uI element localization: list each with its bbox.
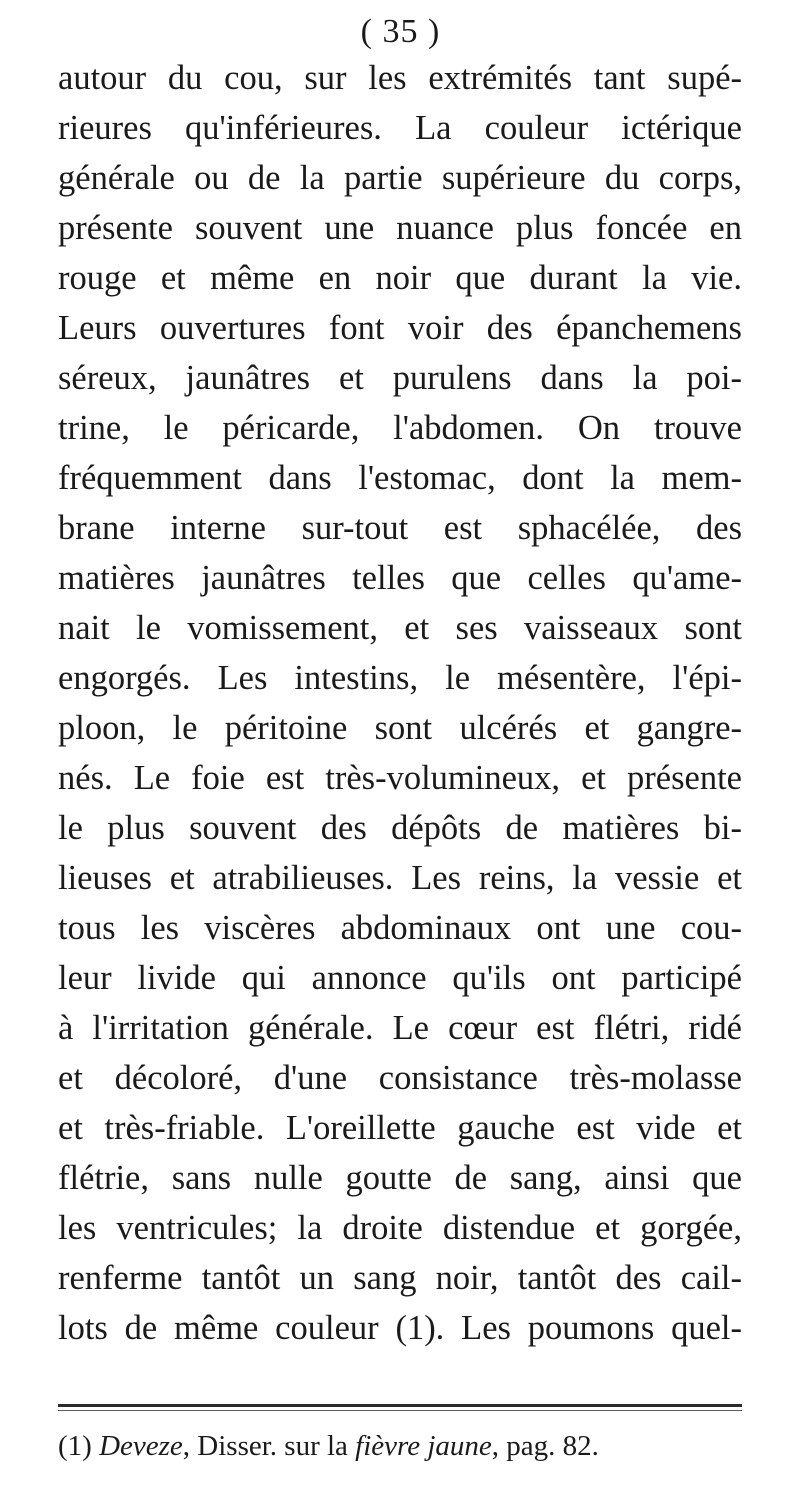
- text-line: nés. Le foie est très-volumineux, et présente: [58, 759, 742, 797]
- footnote-marker: (1): [58, 1430, 92, 1462]
- text-line: et très-friable. L'oreillette gauche est vide et: [58, 1109, 742, 1147]
- page-number: ( 35 ): [360, 13, 441, 50]
- text-line: le plus souvent des dépôts de matières bi-: [58, 809, 742, 847]
- text-line: lots de même couleur (1). Les poumons quel-: [58, 1309, 742, 1347]
- text-line: renferme tantôt un sang noir, tantôt des cail-: [58, 1259, 742, 1297]
- text-line: brane interne sur-tout est sphacélée, des: [58, 509, 742, 547]
- text-line: rouge et même en noir que durant la vie.: [58, 259, 742, 297]
- text-line: tous les viscères abdominaux ont une cou-: [58, 909, 742, 947]
- text-line: générale ou de la partie supérieure du corps,: [58, 159, 742, 197]
- text-line: présente souvent une nuance plus foncée en: [58, 209, 742, 247]
- text-line: à l'irritation générale. Le cœur est flétri, ridé: [58, 1009, 742, 1047]
- text-line: rieures qu'inférieures. La couleur ictérique: [58, 109, 742, 147]
- text-line: les ventricules; la droite distendue et gorgée,: [58, 1209, 742, 1247]
- text-line: autour du cou, sur les extrémités tant supé-: [58, 59, 742, 97]
- text-line: et décoloré, d'une consistance très-molasse: [58, 1059, 742, 1097]
- footnote: [58, 1428, 748, 1464]
- text-line: séreux, jaunâtres et purulens dans la poi-: [58, 359, 742, 397]
- footnote-divider: [58, 1404, 742, 1407]
- footnote-author: Deveze: [99, 1430, 183, 1462]
- text-line: flétrie, sans nulle goutte de sang, ainsi que: [58, 1159, 742, 1197]
- text-line: Leurs ouvertures font voir des épanchemens: [58, 309, 742, 347]
- text-line: ploon, le péritoine sont ulcérés et gangre-: [58, 709, 742, 747]
- footnote-separator: , Disser. sur la: [182, 1430, 356, 1462]
- text-line: fréquemment dans l'estomac, dont la mem-: [58, 459, 742, 497]
- text-line: nait le vomissement, et ses vaisseaux sont: [58, 609, 742, 647]
- footnote-title: fièvre jaune: [355, 1430, 492, 1462]
- footnote-divider-thin: [58, 1410, 742, 1411]
- text-line: lieuses et atrabilieuses. Les reins, la vessie et: [58, 859, 742, 897]
- footnote-page: , pag. 82.: [491, 1430, 599, 1462]
- text-line: trine, le péricarde, l'abdomen. On trouve: [58, 409, 742, 447]
- text-line: leur livide qui annonce qu'ils ont participé: [58, 959, 742, 997]
- text-line: engorgés. Les intestins, le mésentère, l'épi-: [58, 659, 742, 697]
- text-line: matières jaunâtres telles que celles qu'ame-: [58, 559, 742, 597]
